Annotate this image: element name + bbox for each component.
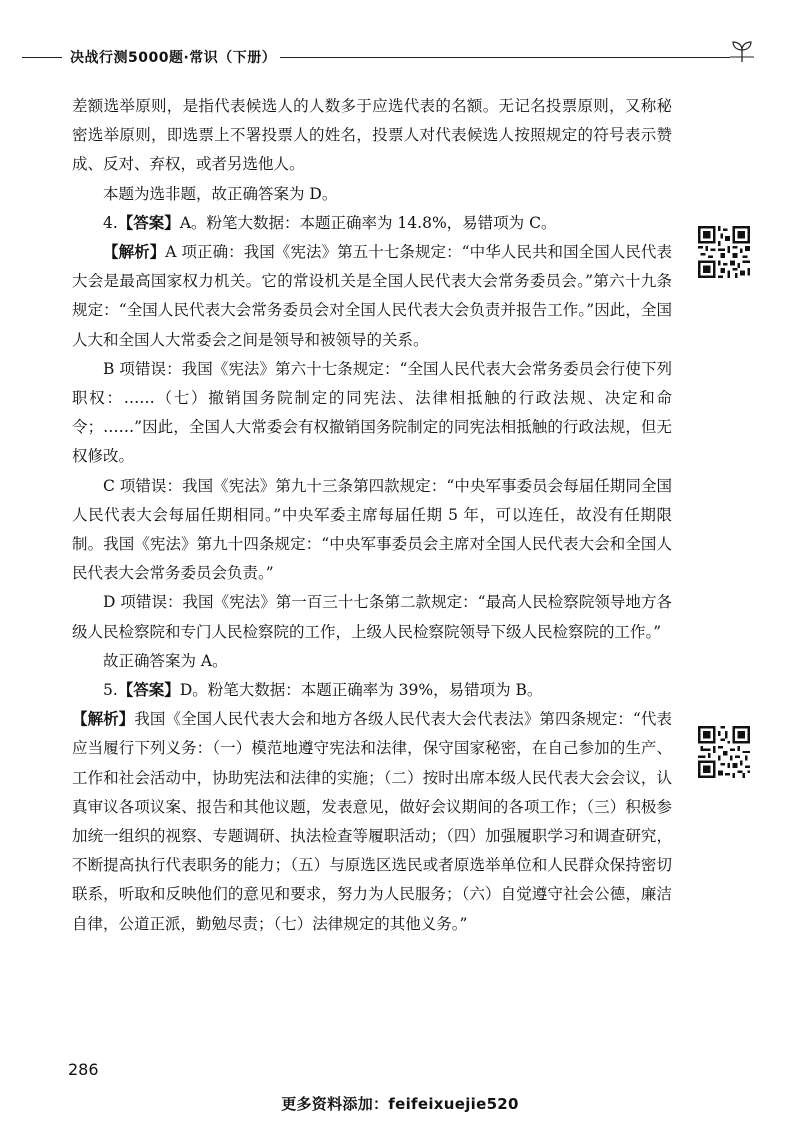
footer-contact-note: 更多资料添加：feifeixuejie520 [281, 1095, 519, 1113]
question-5-number: 5. [103, 681, 118, 700]
page-number: 286 [68, 1060, 99, 1079]
analysis-tag: 【解析】 [72, 710, 135, 729]
question-4-analysis-c: C 项错误：我国《宪法》第九十三条第四款规定：“中央军事委员会每届任期同全国人民代表大会每届任期相同。”中央军委主席每届任期 5 年，可以连任，故没有任期限制。我国《宪法》第九十四条规定：“中央军事委员会主席对全国人民代表大会和全国人民代表大会常务委员会负责。” [72, 476, 672, 583]
question-4-analysis-a [72, 238, 672, 355]
analysis-tag: 【解析】 [103, 243, 166, 262]
header-rule-left [22, 57, 62, 58]
question-4-number: 4. [103, 213, 118, 232]
question-4-answer: A。粉笔大数据：本题正确率为 14.8%，易错项为 C。 [179, 213, 557, 232]
page-body [72, 92, 672, 939]
analysis-a-text: A 项正确：我国《宪法》第五十七条规定：“中华人民共和国全国人民代表大会是最高国家权力机关。它的常设机关是全国人民代表大会常务委员会。”第六十九条规定：“全国人民代表大会常务委员会对全国人民代表大会负责并报告工作。”因此，全国人大和全国人大常委会之间是领导和被领导的关系。 [72, 243, 672, 349]
sprout-icon [730, 38, 754, 64]
question-5-analysis-text: 我国《全国人民代表大会和地方各级人民代表大会代表法》第四条规定：“代表应当履行下列义务：（一）模范地遵守宪法和法律，保守国家秘密，在自己参加的生产、工作和社会活动中，协助宪法和法律的实施；（二）按时出席本级人民代表大会会议，认真审议各项议案、报告和其他议题，发表意见，做好会议期间的各项工作；（三）积极参加统一组织的视察、专题调研、执法检查等履职活动；（四）加强履职学习和调查研究，不断提高执行代表职务的能力；（五）与原选区选民或者原选举单位和人民群众保持密切联系，听取和反映他们的意见和要求，努力为人民服务；（六）自觉遵守社会公德，廉洁自律，公道正派，勤勉尽责；（七）法律规定的其他义务。” [72, 710, 672, 933]
paragraph-q3-conclusion: 本题为选非题，故正确答案为 D。 [103, 184, 338, 203]
question-4-analysis-d: D 项错误：我国《宪法》第一百三十七条第二款规定：“最高人民检察院领导地方各级人民检察院和专门人民检察院的工作，上级人民检察院领导下级人民检察院的工作。” [72, 593, 672, 641]
question-4-answer-line [72, 209, 672, 238]
running-header [0, 44, 800, 70]
book-title: 决战行测5000题·常识（下册） [70, 50, 277, 66]
answer-tag: 【答案】 [117, 213, 180, 232]
qr-code-icon[interactable] [698, 726, 750, 778]
question-4-analysis-b: B 项错误：我国《宪法》第六十七条规定：“全国人民代表大会常务委员会行使下列职权：……（七）撤销国务院制定的同宪法、法律相抵触的行政法规、决定和命令；……”因此，全国人大常委会有权撤销国务院制定的同宪法相抵触的行政法规，但无权修改。 [72, 359, 672, 466]
question-5-answer: D。粉笔大数据：本题正确率为 39%，易错项为 B。 [179, 681, 543, 700]
header-rule-right [280, 57, 730, 58]
paragraph-election-principles: 差额选举原则，是指代表候选人的人数多于应选代表的名额。无记名投票原则，又称秘密选举原则，即选票上不署投票人的姓名，投票人对代表候选人按照规定的符号表示赞成、反对、弃权，或者另选他人。 [72, 97, 672, 174]
question-4-conclusion: 故正确答案为 A。 [103, 651, 228, 670]
question-5-analysis [72, 705, 672, 939]
answer-tag: 【答案】 [117, 681, 180, 700]
question-5-answer-line [72, 676, 672, 705]
qr-code-icon[interactable] [698, 226, 750, 278]
